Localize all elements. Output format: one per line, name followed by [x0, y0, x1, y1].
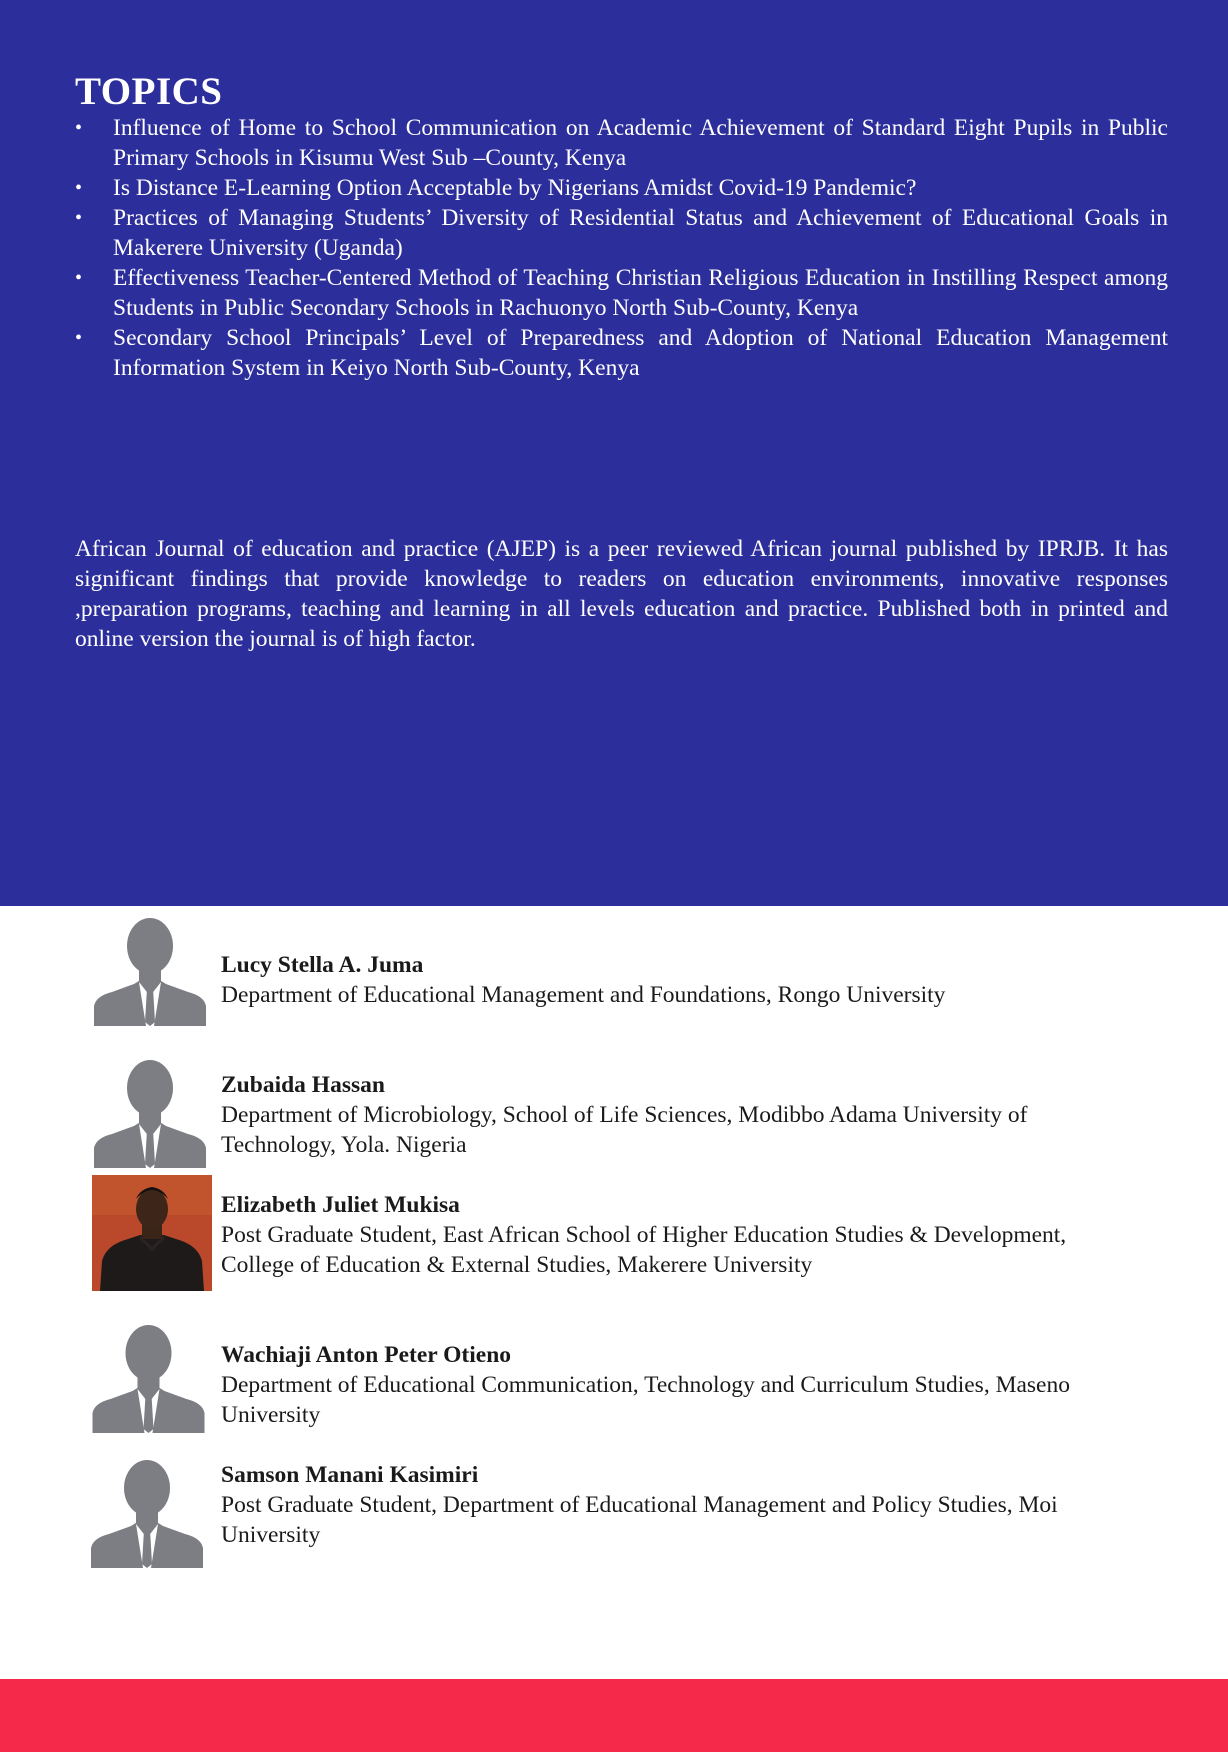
- author-text: [221, 1460, 1141, 1550]
- bullet-icon: •: [75, 327, 83, 349]
- person-silhouette-icon: [91, 1323, 206, 1433]
- author-affiliation: Department of Microbiology, School of Life Sciences, Modibbo Adama University of Technology, Yola. Nigeria: [221, 1102, 1028, 1158]
- topics-heading: TOPICS: [75, 70, 223, 113]
- topic-text: Effectiveness Teacher-Centered Method of Teaching Christian Religious Education in Instilling Respect among Students in Public Secondary Schools in Rachuonyo North Sub-County, Kenya: [113, 265, 1168, 321]
- topic-item: [75, 263, 1168, 323]
- topics-list: [75, 113, 1168, 383]
- journal-description: African Journal of education and practice (AJEP) is a peer reviewed African journal published by IPRJB. It has significant findings that provide knowledge to readers on education environments, innovative responses ,preparation programs, teaching and learning in all levels education and practice. Published both in printed and online version the journal is of high factor.: [75, 536, 1168, 652]
- author-text: [221, 1070, 1141, 1160]
- bullet-icon: •: [75, 207, 83, 229]
- bullet-icon: •: [75, 177, 83, 199]
- author-affiliation: Post Graduate Student, Department of Educational Management and Policy Studies, Moi University: [221, 1492, 1058, 1548]
- bullet-icon: •: [75, 267, 83, 289]
- author-name: Wachiaji Anton Peter Otieno: [221, 1342, 512, 1368]
- bullet-icon: •: [75, 117, 83, 139]
- topic-item: [75, 173, 1168, 203]
- topic-text: Influence of Home to School Communication on Academic Achievement of Standard Eight Pupils in Public Primary Schools in Kisumu West Sub –County, Kenya: [113, 115, 1168, 171]
- topic-text: Practices of Managing Students’ Diversity of Residential Status and Achievement of Educational Goals in Makerere University (Uganda): [113, 205, 1168, 261]
- author-name: Zubaida Hassan: [221, 1072, 385, 1098]
- author-text: [221, 950, 1141, 1010]
- author-affiliation: Department of Educational Management and Foundations, Rongo University: [221, 982, 946, 1008]
- person-silhouette-icon: [94, 916, 206, 1026]
- author-name: Elizabeth Juliet Mukisa: [221, 1192, 460, 1218]
- footer-bar: [0, 1679, 1228, 1752]
- topic-item: [75, 323, 1168, 383]
- topic-text: Is Distance E-Learning Option Acceptable by Nigerians Amidst Covid-19 Pandemic?: [113, 175, 917, 201]
- person-silhouette-icon: [88, 1458, 206, 1568]
- author-photo: [92, 1175, 212, 1291]
- author-name: Lucy Stella A. Juma: [221, 952, 424, 978]
- author-text: [221, 1190, 1141, 1280]
- author-affiliation: Department of Educational Communication, Technology and Curriculum Studies, Maseno University: [221, 1372, 1070, 1428]
- topic-item: [75, 113, 1168, 173]
- person-silhouette-icon: [94, 1058, 206, 1168]
- author-name: Samson Manani Kasimiri: [221, 1462, 479, 1488]
- author-text: [221, 1340, 1141, 1430]
- topic-item: [75, 203, 1168, 263]
- topic-text: Secondary School Principals’ Level of Preparedness and Adoption of National Education Management Information System in Keiyo North Sub-County, Kenya: [113, 325, 1168, 381]
- author-portrait-image: [92, 1175, 212, 1291]
- author-affiliation: Post Graduate Student, East African School of Higher Education Studies & Development, College of Education & External Studies, Makerere University: [221, 1222, 1067, 1278]
